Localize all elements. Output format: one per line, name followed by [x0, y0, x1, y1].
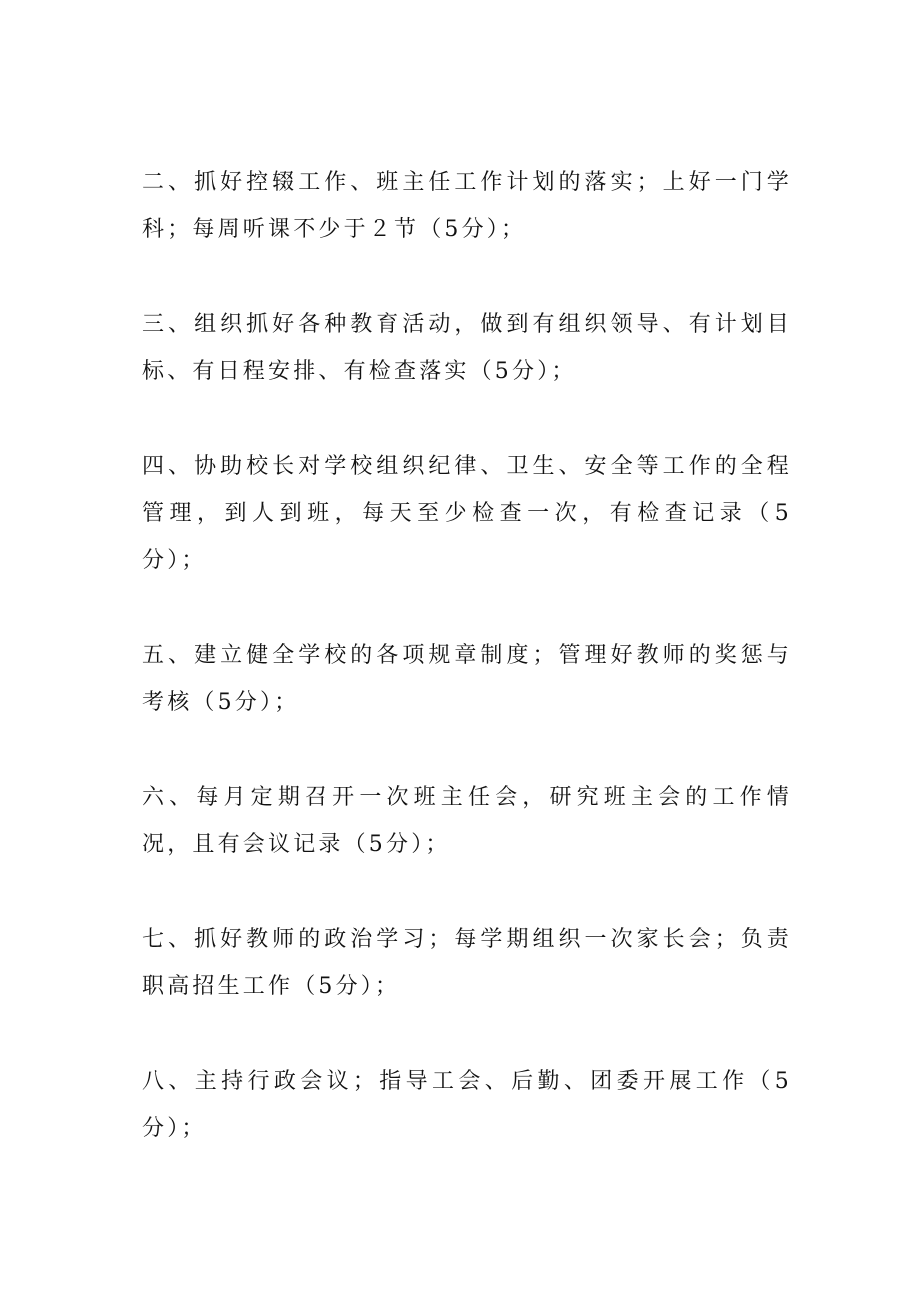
document-body: [142, 159, 792, 1200]
duty-item-6: 六、每月定期召开一次班主任会，研究班主会的工作情况，且有会议记录（5分）；: [142, 785, 792, 857]
duty-item-7: 七、抓好教师的政治学习；每学期组织一次家长会；负责职高招生工作（5分）；: [142, 927, 792, 999]
duty-item-5: 五、建立健全学校的各项规章制度；管理好教师的奖惩与考核（5分）；: [142, 643, 792, 715]
duty-item-2: 二、抓好控辍工作、班主任工作计划的落实；上好一门学科；每周听课不少于２节（5分）；: [142, 170, 792, 242]
duty-item-3: 三、组织抓好各种教育活动，做到有组织领导、有计划目标、有日程安排、有检查落实（5分）；: [142, 312, 792, 384]
duty-item-4: 四、协助校长对学校组织纪律、卫生、安全等工作的全程管理，到人到班，每天至少检查一次，有检查记录（5分）；: [142, 454, 792, 573]
duty-item-8: 八、主持行政会议；指导工会、后勤、团委开展工作（5分）；: [142, 1069, 792, 1141]
